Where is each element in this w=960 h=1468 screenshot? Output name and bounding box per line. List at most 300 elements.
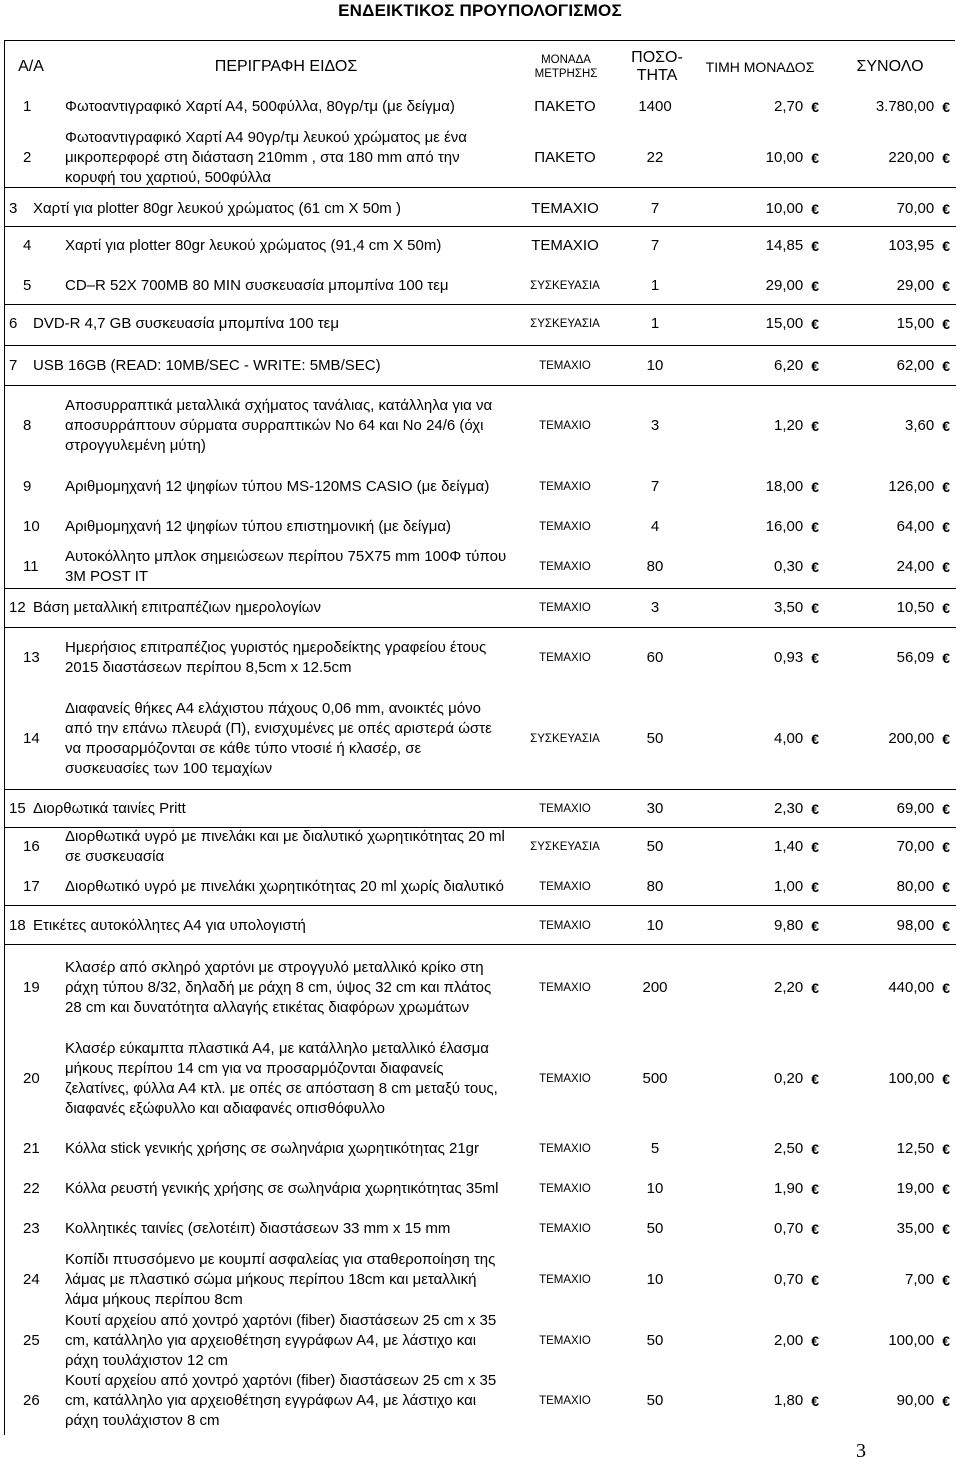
table-row <box>5 947 956 1029</box>
row-index: 7 <box>9 357 18 374</box>
row-unit-price <box>695 1311 821 1371</box>
row-total <box>821 467 952 507</box>
row-unit-price-value: 10,00 <box>765 149 804 166</box>
row-unit: ΤΕΜΑΧΙΟ <box>539 561 591 573</box>
euro-sign: € <box>942 1221 950 1237</box>
row-total-value: 200,00 <box>888 730 935 747</box>
euro-sign: € <box>811 1333 819 1349</box>
table-row <box>5 507 956 547</box>
row-total <box>821 1311 952 1371</box>
row-total-value: 10,50 <box>896 599 935 616</box>
euro-sign: € <box>811 201 819 217</box>
row-total <box>821 1209 952 1249</box>
row-index: 6 <box>9 315 18 332</box>
row-total <box>821 689 952 789</box>
row-quantity: 50 <box>646 1392 664 1409</box>
table-row <box>5 827 956 867</box>
row-unit-price-value: 2,20 <box>774 979 804 996</box>
euro-sign: € <box>942 201 950 217</box>
row-quantity: 50 <box>646 1220 664 1237</box>
row-unit-price-value: 0,20 <box>774 1070 804 1087</box>
table-separator <box>5 789 956 790</box>
euro-sign: € <box>811 519 819 535</box>
row-description: Φωτοαντιγραφικό Χαρτί Α4, 500φύλλα, 80γρ/τμ (με δείγμα) <box>65 98 455 115</box>
row-unit-price-value: 0,70 <box>774 1220 804 1237</box>
row-unit: ΤΕΜΑΧΙΟ <box>539 982 591 994</box>
row-description: Κολλητικές ταινίες (σελοτέιπ) διαστάσεων 33 mm x 15 mm <box>65 1220 451 1237</box>
row-quantity: 200 <box>642 979 668 996</box>
row-unit: ΤΕΜΑΧΙΟ <box>539 602 591 614</box>
row-unit: ΣΥΣΚΕΥΑΣΙΑ <box>530 318 600 330</box>
row-quantity: 10 <box>646 917 664 934</box>
row-total-value: 70,00 <box>896 200 935 217</box>
row-description: Κουτί αρχείου από χοντρό χαρτόνι (fiber) διαστάσεων 25 cm x 35 cm, κατάλληλο για αρχειοθέτηση εγγράφων Α4, με λάστιχο και ράχη τουλάχιστον 12 cm <box>65 1312 497 1369</box>
row-total-value: 3.780,00 <box>875 98 935 115</box>
row-index: 2 <box>23 149 32 166</box>
row-unit-price <box>695 507 821 547</box>
row-unit-price-value: 3,50 <box>774 599 804 616</box>
row-unit-price-value: 4,00 <box>774 730 804 747</box>
row-unit-price-value: 1,20 <box>774 417 804 434</box>
row-quantity: 80 <box>646 558 664 575</box>
row-unit-price <box>695 689 821 789</box>
table-row <box>5 627 956 689</box>
euro-sign: € <box>942 1181 950 1197</box>
row-total-value: 62,00 <box>896 357 935 374</box>
table-row <box>5 792 956 826</box>
budget-table <box>4 40 955 1435</box>
euro-sign: € <box>811 238 819 254</box>
row-unit: ΤΕΜΑΧΙΟ <box>539 652 591 664</box>
row-index: 22 <box>23 1180 40 1197</box>
euro-sign: € <box>942 1141 950 1157</box>
row-quantity: 10 <box>646 1271 664 1288</box>
table-row <box>5 1249 956 1311</box>
row-total <box>821 591 952 625</box>
row-unit: ΤΕΜΑΧΙΟ <box>539 1274 591 1286</box>
row-index: 1 <box>23 98 32 115</box>
row-unit-price <box>695 87 821 127</box>
row-description: Αποσυρραπτικά μεταλλικά σχήματος τανάλιας, κατάλληλα για να αποσυρράπτουν σύρματα συρραπτικών Νο 64 και Νο 24/6 (όχι στρογγυλεμένη μύτη) <box>65 397 493 454</box>
euro-sign: € <box>811 600 819 616</box>
row-unit: ΤΕΜΑΧΙΟ <box>539 360 591 372</box>
header-quantity: ΠΟΣΟ-ΤΗΤΑ <box>631 49 683 84</box>
euro-sign: € <box>811 879 819 895</box>
row-description: USB 16GB (READ: 10MB/SEC - WRITE: 5MB/SEC) <box>33 357 381 374</box>
row-unit-price-value: 0,30 <box>774 558 804 575</box>
row-index: 5 <box>23 277 32 294</box>
row-quantity: 80 <box>646 878 664 895</box>
row-unit-price <box>695 591 821 625</box>
row-unit-price <box>695 192 821 226</box>
row-total <box>821 192 952 226</box>
row-total <box>821 947 952 1029</box>
row-total <box>821 385 952 467</box>
row-index: 15 <box>9 800 26 817</box>
row-unit-price-value: 0,70 <box>774 1271 804 1288</box>
row-total-value: 3,60 <box>905 417 935 434</box>
row-index: 25 <box>23 1332 40 1349</box>
row-quantity: 7 <box>650 200 660 217</box>
table-row <box>5 266 956 306</box>
table-row <box>5 1311 956 1371</box>
row-index: 18 <box>9 917 26 934</box>
table-row <box>5 127 956 189</box>
table-row <box>5 307 956 341</box>
euro-sign: € <box>811 1272 819 1288</box>
page-number: 3 <box>856 1440 866 1462</box>
row-description: Κλασέρ εύκαμπτα πλαστικά Α4, με κατάλληλο μεταλλικό έλασμα μήκους περίπου 14 cm για να προσαρμόζονται διαφανείς ζελατίνες, φύλλα Α4 κτλ. με οπές σε απόσταση 8 cm μεταξύ τους, διαφανές εξώφυλλο και αδιαφανές οπισθόφυλλο <box>65 1040 498 1117</box>
row-unit: ΤΕΜΑΧΙΟ <box>539 803 591 815</box>
row-unit: ΤΕΜΑΧΙΟ <box>539 481 591 493</box>
row-unit-price-value: 10,00 <box>765 200 804 217</box>
row-unit-price <box>695 1169 821 1209</box>
row-unit-price <box>695 127 821 189</box>
euro-sign: € <box>811 559 819 575</box>
row-quantity: 30 <box>646 800 664 817</box>
euro-sign: € <box>811 918 819 934</box>
row-index: 26 <box>23 1392 40 1409</box>
row-total <box>821 507 952 547</box>
euro-sign: € <box>811 1141 819 1157</box>
table-row <box>5 1169 956 1209</box>
row-description: Αυτοκόλλητο μπλοκ σημειώσεων περίπου 75Χ75 mm 100Φ τύπου 3M POST IT <box>65 548 507 585</box>
euro-sign: € <box>811 479 819 495</box>
row-quantity: 1 <box>650 277 660 294</box>
row-unit-price <box>695 909 821 943</box>
euro-sign: € <box>942 278 950 294</box>
euro-sign: € <box>811 278 819 294</box>
row-total <box>821 827 952 867</box>
row-total-value: 440,00 <box>888 979 935 996</box>
row-quantity: 500 <box>642 1070 668 1087</box>
euro-sign: € <box>942 1071 950 1087</box>
euro-sign: € <box>811 650 819 666</box>
row-quantity: 1400 <box>638 98 672 115</box>
row-quantity: 3 <box>650 599 660 616</box>
euro-sign: € <box>942 879 950 895</box>
row-quantity: 50 <box>646 1332 664 1349</box>
row-index: 16 <box>23 838 40 855</box>
euro-sign: € <box>942 1393 950 1409</box>
table-separator <box>5 944 956 945</box>
row-unit: ΤΕΜΑΧΙΟ <box>539 1073 591 1085</box>
row-total-value: 69,00 <box>896 800 935 817</box>
row-unit: ΤΕΜΑΧΙΟ <box>539 420 591 432</box>
row-unit-price <box>695 307 821 341</box>
euro-sign: € <box>942 918 950 934</box>
row-index: 9 <box>23 478 32 495</box>
row-description: Χαρτί για plotter 80gr λευκού χρώματος (61 cm X 50m ) <box>33 200 401 217</box>
row-unit-price <box>695 266 821 306</box>
row-description: Χαρτί για plotter 80gr λευκού χρώματος (91,4 cm X 50m) <box>65 237 442 254</box>
row-total <box>821 87 952 127</box>
euro-sign: € <box>942 839 950 855</box>
euro-sign: € <box>811 1181 819 1197</box>
row-unit: ΣΥΣΚΕΥΑΣΙΑ <box>530 733 600 745</box>
document-title: ΕΝΔΕΙΚΤΙΚΟΣ ΠΡΟΥΠΟΛΟΓΙΣΜΟΣ <box>338 1 622 20</box>
row-description: Διορθωτικά υγρό με πινελάκι και με διαλυτικό χωρητικότητας 20 ml σε συσκευασία <box>65 828 505 865</box>
row-index: 17 <box>23 878 40 895</box>
row-unit: ΤΕΜΑΧΙΟ <box>539 1335 591 1347</box>
row-total-value: 126,00 <box>888 478 935 495</box>
row-unit-price <box>695 1209 821 1249</box>
row-index: 12 <box>9 599 26 616</box>
euro-sign: € <box>942 519 950 535</box>
row-unit-price <box>695 385 821 467</box>
row-description: Ετικέτες αυτοκόλλητες Α4 για υπολογιστή <box>33 917 306 934</box>
euro-sign: € <box>942 650 950 666</box>
row-unit: ΤΕΜΑΧΙΟ <box>539 1183 591 1195</box>
row-unit-price-value: 6,20 <box>774 357 804 374</box>
table-row <box>5 226 956 266</box>
row-unit: ΤΕΜΑΧΙΟ <box>539 881 591 893</box>
euro-sign: € <box>942 600 950 616</box>
row-description: CD–R 52X 700MB 80 MIN συσκευασία μπομπίνα 100 τεμ <box>65 277 449 294</box>
row-unit-price-value: 1,90 <box>774 1180 804 1197</box>
row-total-value: 100,00 <box>888 1070 935 1087</box>
row-total-value: 12,50 <box>896 1140 935 1157</box>
row-total-value: 100,00 <box>888 1332 935 1349</box>
row-unit-price-value: 1,40 <box>774 838 804 855</box>
row-unit-price-value: 15,00 <box>765 315 804 332</box>
row-total-value: 24,00 <box>896 558 935 575</box>
header-description: ΠΕΡΙΓΡΑΦΗ ΕΙΔΟΣ <box>214 58 358 75</box>
row-index: 4 <box>23 237 32 254</box>
row-unit-price <box>695 226 821 266</box>
row-unit-price <box>695 1249 821 1311</box>
euro-sign: € <box>942 1272 950 1288</box>
euro-sign: € <box>811 1393 819 1409</box>
row-description: Κόλλα stick γενικής χρήσης σε σωληνάρια χωρητικότητας 21gr <box>65 1140 480 1157</box>
table-row <box>5 689 956 789</box>
euro-sign: € <box>811 839 819 855</box>
row-unit: ΤΕΜΑΧΙΟ <box>531 200 599 217</box>
row-description: Αριθμομηχανή 12 ψηφίων τύπου MS-120MS CASIO (με δείγμα) <box>65 478 490 495</box>
row-quantity: 50 <box>646 838 664 855</box>
table-row <box>5 385 956 467</box>
table-row <box>5 867 956 907</box>
row-total <box>821 127 952 189</box>
row-unit-price-value: 2,00 <box>774 1332 804 1349</box>
euro-sign: € <box>942 418 950 434</box>
row-quantity: 5 <box>650 1140 660 1157</box>
row-index: 13 <box>23 649 40 666</box>
row-index: 10 <box>23 518 40 535</box>
row-total <box>821 1029 952 1129</box>
row-unit-price-value: 29,00 <box>765 277 804 294</box>
row-index: 20 <box>23 1070 40 1087</box>
row-total <box>821 1249 952 1311</box>
row-total-value: 98,00 <box>896 917 935 934</box>
euro-sign: € <box>811 358 819 374</box>
row-description: Αριθμομηχανή 12 ψηφίων τύπου επιστημονική (με δείγμα) <box>65 518 452 535</box>
euro-sign: € <box>811 1221 819 1237</box>
table-separator <box>5 345 956 346</box>
row-unit-price-value: 16,00 <box>765 518 804 535</box>
row-unit-price <box>695 947 821 1029</box>
row-unit: ΤΕΜΑΧΙΟ <box>539 1223 591 1235</box>
row-description: DVD-R 4,7 GB συσκευασία μπομπίνα 100 τεμ <box>33 315 339 332</box>
row-description: Κλασέρ από σκληρό χαρτόνι με στρογγυλό μεταλλικό κρίκο στη ράχη τύπου 8/32, δηλαδή με ράχη 8 cm, ύψος 32 cm και πλάτος 28 cm και δυνατότητα αλλαγής ετικέτας διαφόρων χρωμάτων <box>65 959 492 1016</box>
euro-sign: € <box>942 1333 950 1349</box>
row-total-value: 80,00 <box>896 878 935 895</box>
row-total-value: 220,00 <box>888 149 935 166</box>
row-unit-price <box>695 467 821 507</box>
table-row <box>5 1209 956 1249</box>
euro-sign: € <box>811 418 819 434</box>
row-description: Κοπίδι πτυσσόμενο με κουμπί ασφαλείας για σταθεροποίηση της λάμας με πλαστικό σώμα μήκους περίπου 18cm και μεταλλική λάμα μήκους περίπου 8cm <box>65 1251 496 1308</box>
euro-sign: € <box>811 150 819 166</box>
row-unit-price-value: 2,50 <box>774 1140 804 1157</box>
row-total <box>821 1129 952 1169</box>
euro-sign: € <box>811 99 819 115</box>
row-index: 21 <box>23 1140 40 1157</box>
table-row <box>5 349 956 383</box>
row-unit: ΤΕΜΑΧΙΟ <box>539 1143 591 1155</box>
row-index: 19 <box>23 979 40 996</box>
row-description: Φωτοαντιγραφικό Χαρτί Α4 90γρ/τμ λευκού χρώματος με ένα μικροπερφορέ στη διάσταση 210mm , στα 180 mm από την κορυφή του χαρτιού, 500φύλλα <box>65 129 467 186</box>
euro-sign: € <box>942 801 950 817</box>
row-unit-price-value: 1,80 <box>774 1392 804 1409</box>
row-unit-price <box>695 867 821 907</box>
euro-sign: € <box>811 801 819 817</box>
row-unit-price <box>695 792 821 826</box>
row-quantity: 22 <box>646 149 664 166</box>
row-total <box>821 266 952 306</box>
euro-sign: € <box>942 316 950 332</box>
row-total <box>821 1169 952 1209</box>
row-index: 14 <box>23 730 40 747</box>
row-total <box>821 909 952 943</box>
row-total-value: 103,95 <box>888 237 935 254</box>
row-total <box>821 627 952 689</box>
header-index: Α/Α <box>18 58 44 75</box>
row-description: Κόλλα ρευστή γενικής χρήσης σε σωληνάρια χωρητικότητας 35ml <box>65 1180 499 1197</box>
table-row <box>5 909 956 943</box>
table-row <box>5 547 956 587</box>
row-quantity: 1 <box>650 315 660 332</box>
row-total <box>821 1371 952 1431</box>
row-unit-price-value: 2,30 <box>774 800 804 817</box>
table-row <box>5 467 956 507</box>
euro-sign: € <box>811 980 819 996</box>
row-quantity: 60 <box>646 649 664 666</box>
row-quantity: 50 <box>646 730 664 747</box>
row-total-value: 90,00 <box>896 1392 935 1409</box>
row-total-value: 64,00 <box>896 518 935 535</box>
euro-sign: € <box>811 731 819 747</box>
euro-sign: € <box>942 731 950 747</box>
euro-sign: € <box>942 980 950 996</box>
row-unit: ΤΕΜΑΧΙΟ <box>539 920 591 932</box>
table-row <box>5 87 956 127</box>
row-description: Διορθωτικό υγρό με πινελάκι χωρητικότητας 20 ml χωρίς διαλυτικό <box>65 878 504 895</box>
row-quantity: 10 <box>646 357 664 374</box>
row-unit-price <box>695 627 821 689</box>
row-total <box>821 349 952 383</box>
row-quantity: 7 <box>650 237 660 254</box>
row-total-value: 56,09 <box>896 649 935 666</box>
row-description: Διορθωτικά ταινίες Pritt <box>33 800 186 817</box>
row-quantity: 3 <box>650 417 660 434</box>
row-total-value: 7,00 <box>905 1271 935 1288</box>
row-description: Βάση μεταλλική επιτραπέζιων ημερολογίων <box>33 599 322 616</box>
row-unit-price-value: 14,85 <box>765 237 804 254</box>
row-unit-price <box>695 1029 821 1129</box>
row-total <box>821 867 952 907</box>
row-unit-price <box>695 547 821 587</box>
row-description: Διαφανείς θήκες Α4 ελάχιστου πάχους 0,06 mm, ανοικτές μόνο από την επάνω πλευρά (Π), ενισχυμένες με οπές αριστερά ώστε να προσαρμόζονται σε κάθε τύπο ντοσιέ ή κλασέρ, σε συσκευασίες των 100 τεμαχίων <box>65 700 492 777</box>
euro-sign: € <box>942 479 950 495</box>
row-total-value: 70,00 <box>896 838 935 855</box>
row-index: 8 <box>23 417 32 434</box>
row-total <box>821 547 952 587</box>
row-unit-price <box>695 349 821 383</box>
row-total <box>821 226 952 266</box>
header-total: ΣΥΝΟΛΟ <box>856 58 924 75</box>
table-row <box>5 192 956 226</box>
table-header <box>5 47 956 87</box>
row-total-value: 29,00 <box>896 277 935 294</box>
row-unit: ΣΥΣΚΕΥΑΣΙΑ <box>530 841 600 853</box>
row-total-value: 15,00 <box>896 315 935 332</box>
row-unit: ΤΕΜΑΧΙΟ <box>531 237 599 254</box>
row-total <box>821 307 952 341</box>
row-index: 3 <box>9 200 18 217</box>
table-row <box>5 1371 956 1431</box>
table-row <box>5 591 956 625</box>
euro-sign: € <box>942 238 950 254</box>
row-unit: ΠΑΚΕΤΟ <box>534 149 596 166</box>
row-total-value: 35,00 <box>896 1220 935 1237</box>
row-index: 11 <box>23 558 39 575</box>
row-unit: ΣΥΣΚΕΥΑΣΙΑ <box>530 280 600 292</box>
row-unit: ΠΑΚΕΤΟ <box>534 98 596 115</box>
euro-sign: € <box>942 358 950 374</box>
row-total <box>821 792 952 826</box>
row-quantity: 10 <box>646 1180 664 1197</box>
row-unit-price-value: 18,00 <box>765 478 804 495</box>
table-separator <box>5 588 956 589</box>
euro-sign: € <box>811 316 819 332</box>
row-quantity: 7 <box>650 478 660 495</box>
row-unit-price <box>695 827 821 867</box>
header-unit: ΜΟΝΑΔΑ ΜΕΤΡΗΣΗΣ <box>534 54 598 80</box>
table-row <box>5 1129 956 1169</box>
header-unit-price: ΤΙΜΗ ΜΟΝΑΔΟΣ <box>705 58 815 75</box>
row-unit-price <box>695 1371 821 1431</box>
row-index: 23 <box>23 1220 40 1237</box>
row-unit-price <box>695 1129 821 1169</box>
row-quantity: 4 <box>650 518 660 535</box>
euro-sign: € <box>942 559 950 575</box>
row-description: Ημερήσιος επιτραπέζιος γυριστός ημεροδείκτης γραφείου έτους 2015 διαστάσεων περίπου 8,5cm x 12.5cm <box>65 639 487 676</box>
row-description: Κουτί αρχείου από χοντρό χαρτόνι (fiber) διαστάσεων 25 cm x 35 cm, κατάλληλο για αρχειοθέτηση εγγράφων Α4, με λάστιχο και ράχη τουλάχιστον 8 cm <box>65 1372 497 1429</box>
euro-sign: € <box>811 1071 819 1087</box>
row-unit: ΤΕΜΑΧΙΟ <box>539 521 591 533</box>
row-unit-price-value: 1,00 <box>774 878 804 895</box>
row-unit-price-value: 2,70 <box>774 98 804 115</box>
row-unit: ΤΕΜΑΧΙΟ <box>539 1395 591 1407</box>
euro-sign: € <box>942 99 950 115</box>
row-unit-price-value: 0,93 <box>774 649 804 666</box>
euro-sign: € <box>942 150 950 166</box>
row-unit-price-value: 9,80 <box>774 917 804 934</box>
table-row <box>5 1029 956 1129</box>
row-index: 24 <box>23 1271 40 1288</box>
row-total-value: 19,00 <box>896 1180 935 1197</box>
